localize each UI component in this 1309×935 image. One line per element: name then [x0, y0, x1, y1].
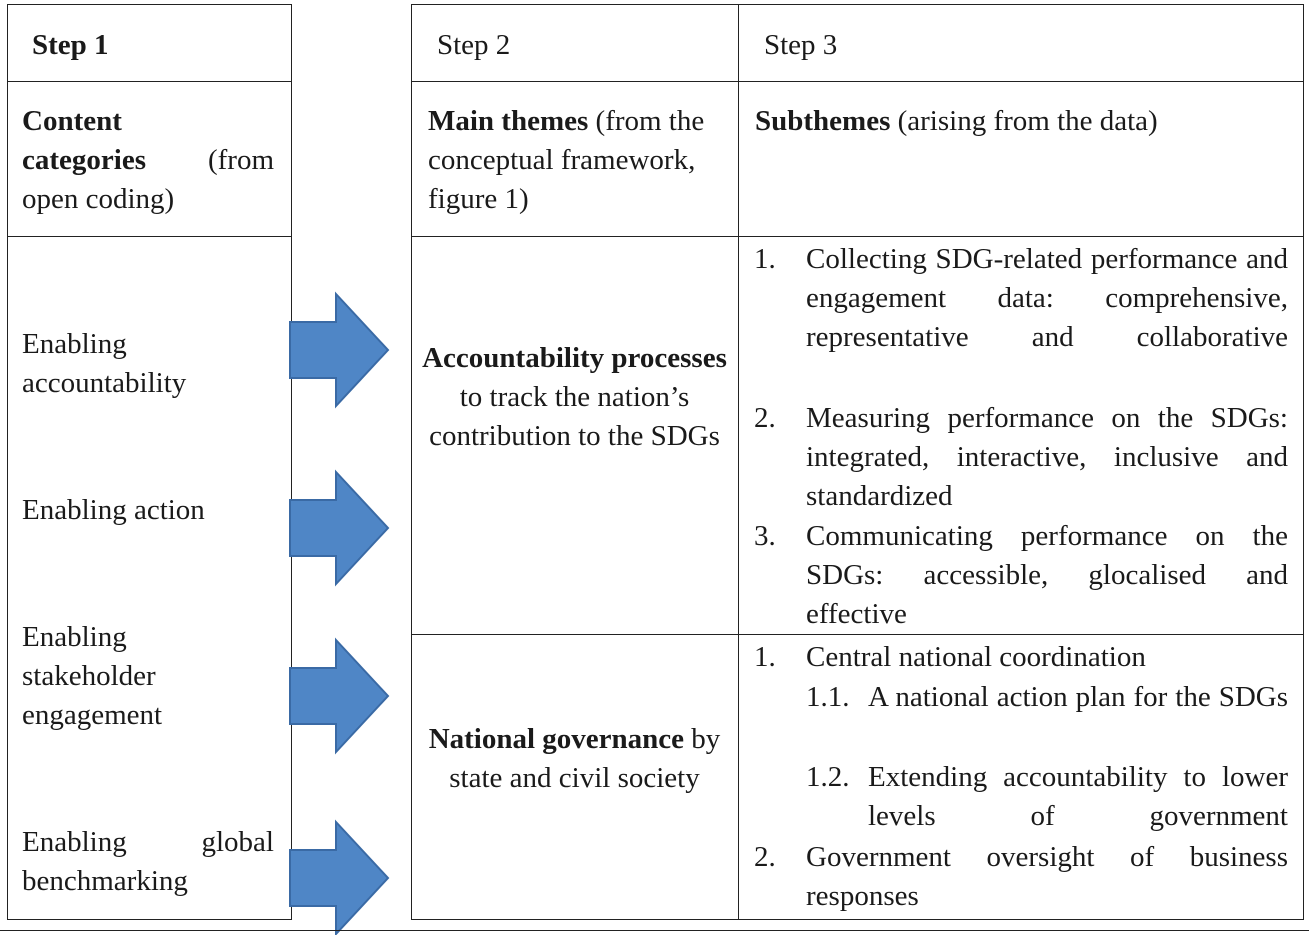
list-item: A national action plan for the SDGs: [868, 681, 1288, 713]
step1-title-divider: [7, 236, 292, 237]
list-item-number: 1.2.: [806, 761, 850, 793]
arrow-icon: [288, 636, 393, 756]
step3-header: Step 3: [764, 29, 838, 61]
list-item: Government oversight of business responses: [806, 841, 1288, 912]
category-enabling-stakeholder-engagement: Enabling stakeholder engagement: [22, 621, 163, 731]
category-enabling-global-benchmarking: Enabling global benchmarking: [22, 826, 274, 897]
list-item-number: 1.1.: [806, 681, 850, 713]
step2-step3-divider: [738, 4, 739, 920]
list-item: Measuring performance on the SDGs: integrated, interactive, inclusive and standardized: [806, 402, 1288, 512]
arrow-icon: [288, 290, 393, 410]
step1-header-divider: [7, 81, 292, 82]
list-item-number: 3.: [754, 520, 776, 552]
category-enabling-accountability: Enabling accountability: [22, 328, 187, 399]
list-item-number: 2.: [754, 402, 776, 434]
arrow-icon: [288, 468, 393, 588]
list-item: Communicating performance on the SDGs: accessible, glocalised and effective: [806, 520, 1288, 630]
list-item-number: 1.: [754, 641, 776, 673]
step1-title: Content categories (from open coding): [22, 105, 274, 215]
table-title-divider: [411, 236, 1304, 237]
list-item: Extending accountability to lower levels of government: [868, 761, 1288, 832]
step1-header: Step 1: [32, 29, 109, 61]
bottom-rule: [0, 930, 1309, 931]
table-header-divider: [411, 81, 1304, 82]
list-item: Collecting SDG-related performance and engagement data: comprehensive, representative and collaborative: [806, 243, 1288, 353]
arrow-icon: [288, 818, 393, 935]
step3-title: Subthemes (arising from the data): [755, 105, 1158, 137]
step2-title: Main themes (from the conceptual framework, figure 1): [428, 105, 705, 215]
theme-accountability-processes: Accountability processes to track the nation’s contribution to the SDGs: [422, 342, 727, 452]
step2-header: Step 2: [437, 29, 511, 61]
list-item: Central national coordination: [806, 641, 1146, 673]
theme-national-governance: National governance by state and civil society: [428, 723, 721, 794]
category-enabling-action: Enabling action: [22, 494, 205, 526]
list-item-number: 2.: [754, 841, 776, 873]
table-theme-divider: [411, 634, 1304, 635]
list-item-number: 1.: [754, 243, 776, 275]
